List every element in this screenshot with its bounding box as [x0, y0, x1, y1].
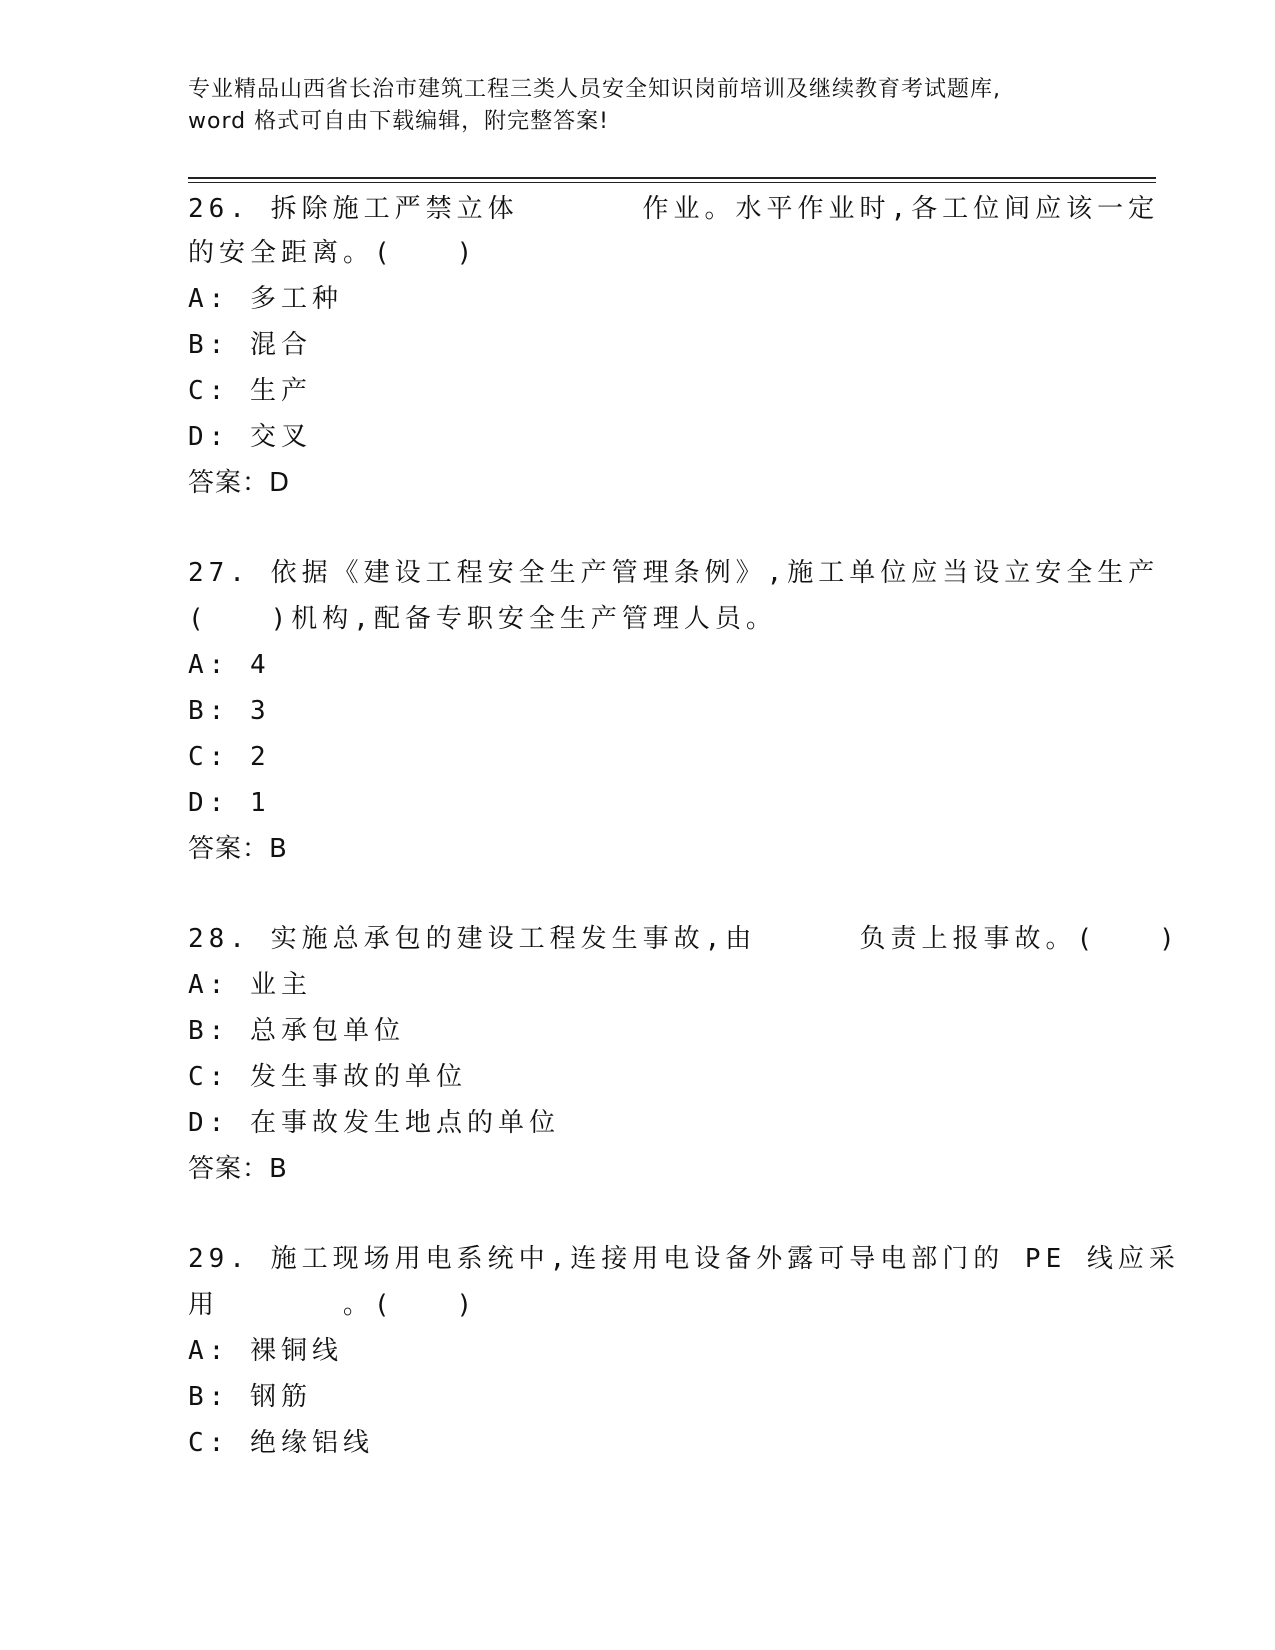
header-rule-thin: [188, 182, 1156, 183]
question-26-stem-line-1: 26. 拆除施工严禁立体 作业。水平作业时,各工位间应该一定: [188, 194, 1160, 224]
question-27-answer: 答案：B: [188, 834, 288, 864]
header-line-1: 专业精品山西省长治市建筑工程三类人员安全知识岗前培训及继续教育考试题库,: [188, 77, 1001, 102]
question-29-option-b: B: 钢筋: [188, 1382, 312, 1412]
question-27-option-c: C: 2: [188, 742, 271, 772]
header-line-2: word 格式可自由下载编辑，附完整答案!: [188, 109, 609, 134]
question-26-option-d: D: 交叉: [188, 422, 312, 452]
document-header: [188, 74, 1088, 138]
question-28-option-a: A: 业主: [188, 970, 312, 1000]
question-27-option-b: B: 3: [188, 696, 271, 726]
question-29-stem-line-2: 用 。( ): [188, 1290, 478, 1320]
question-26-stem-line-2: 的安全距离。( ): [188, 238, 478, 268]
question-26-answer: 答案：D: [188, 468, 291, 498]
question-27-option-d: D: 1: [188, 788, 271, 818]
question-26-option-a: A: 多工种: [188, 284, 343, 314]
question-29-option-c: C: 绝缘铝线: [188, 1428, 374, 1458]
question-28-option-c: C: 发生事故的单位: [188, 1062, 467, 1092]
question-27-stem-line-2: ( )机构,配备专职安全生产管理人员。: [188, 604, 777, 634]
question-28-option-b: B: 总承包单位: [188, 1016, 405, 1046]
question-26-option-c: C: 生产: [188, 376, 312, 406]
header-rule-thick: [188, 177, 1156, 179]
question-27-option-a: A: 4: [188, 650, 271, 680]
question-26-option-b: B: 混合: [188, 330, 312, 360]
question-29-option-a: A: 裸铜线: [188, 1336, 343, 1366]
question-28-option-d: D: 在事故发生地点的单位: [188, 1108, 560, 1138]
question-28-answer: 答案：B: [188, 1154, 288, 1184]
question-29-stem-line-1: 29. 施工现场用电系统中,连接用电设备外露可导电部门的 PE 线应采: [188, 1244, 1180, 1274]
question-28-stem-line-1: 28. 实施总承包的建设工程发生事故,由 负责上报事故。( ): [188, 924, 1180, 954]
question-27-stem-line-1: 27. 依据《建设工程安全生产管理条例》,施工单位应当设立安全生产: [188, 558, 1160, 588]
